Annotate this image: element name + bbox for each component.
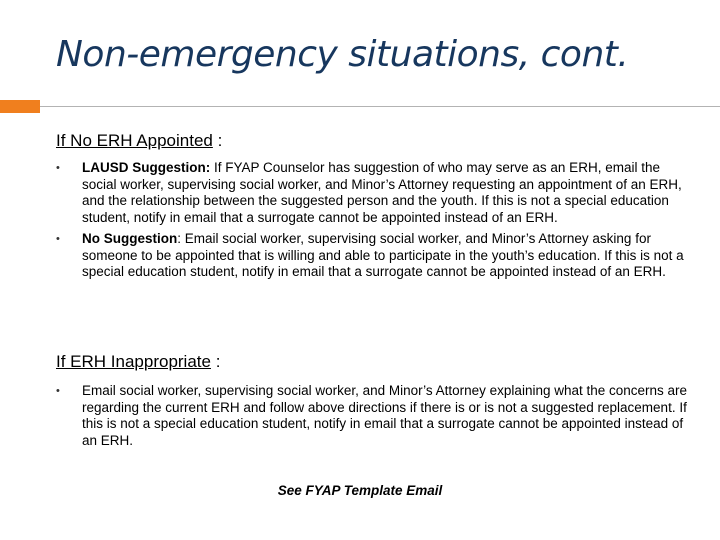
list-item [56,383,688,449]
section-heading-erh-inappropriate-text: If ERH Inappropriate [56,352,211,371]
erh-inappropriate-bullet-list [56,383,688,454]
bullet-marker: • [56,233,60,245]
section-heading-erh-inappropriate-suffix: : [210,352,221,371]
bullet-text: Email social worker, supervising social worker, and Minor’s Attorney explaining what the concerns are regarding the current ERH and follow above directions if there is or is not a suggested replacement. If this is not a special education student, notify in email that a surrogate cannot be appointed instead of an ERH. [82,383,688,448]
list-item [56,160,688,226]
title-divider [40,106,720,107]
bullet-marker: • [56,385,60,397]
bullet-text: If FYAP Counselor has suggestion of who may serve as an ERH, email the social worker, supervising social worker, and Minor’s Attorney requesting an appointment of an ERH, and the relationship between the suggested person and the youth. If this is not a special education student, notify in email that a surrogate cannot be appointed instead of an ERH. [82,160,682,225]
no-erh-bullet-list [56,160,688,286]
section-heading-no-erh [56,131,222,151]
slide-title: Non-emergency situations, cont. [56,34,629,75]
bullet-marker: • [56,162,60,174]
list-item [56,231,688,281]
section-heading-no-erh-text: If No ERH Appointed [56,131,213,150]
bullet-lead: LAUSD Suggestion: [82,160,211,175]
accent-bar [0,100,40,113]
bullet-text: : Email social worker, supervising social worker, and Minor’s Attorney asking for someone to be appointed that is willing and able to participate in the youth’s education. If this is not a special education student, notify in email that a surrogate cannot be appointed instead of an ERH. [82,231,684,279]
section-heading-erh-inappropriate [56,352,220,372]
section-heading-no-erh-suffix: : [212,131,223,150]
bullet-lead: No Suggestion [82,231,178,246]
template-email-note: See FYAP Template Email [277,483,443,498]
